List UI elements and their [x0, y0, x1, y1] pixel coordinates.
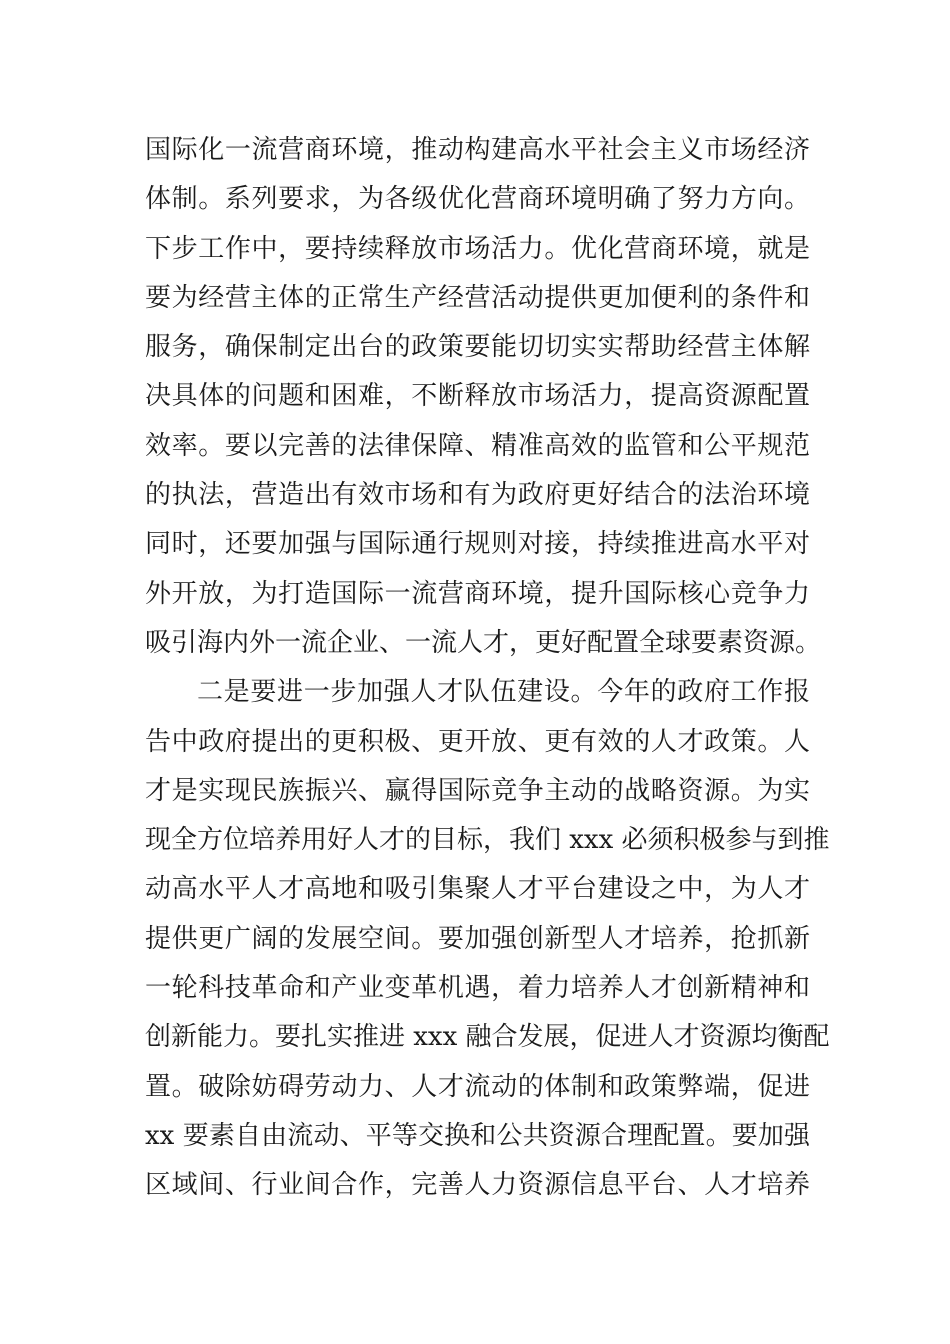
text-line: 的执法，营造出有效市场和有为政府更好结合的法治环境 — [145, 480, 810, 511]
paragraph-first-line: 二是要进一步加强人才队伍建设。今年的政府工作报 — [197, 677, 810, 708]
text-line: 要为经营主体的正常生产经营活动提供更加便利的条件和 — [145, 282, 810, 313]
text-line: 置。破除妨碍劳动力、人才流动的体制和政策弊端，促进 — [145, 1071, 810, 1102]
text-line: 动高水平人才高地和吸引集聚人才平台建设之中，为人才 — [145, 874, 810, 905]
text-line: 服务，确保制定出台的政策要能切切实实帮助经营主体解 — [145, 332, 810, 363]
text-line: 国际化一流营商环境，推动构建高水平社会主义市场经济 — [145, 135, 810, 165]
body-text — [145, 126, 830, 1211]
text-line: 告中政府提出的更积极、更开放、更有效的人才政策。人 — [145, 726, 810, 757]
text-line: 现全方位培养用好人才的目标，我们 xxx 必须积极参与到推 — [145, 825, 830, 856]
text-line: 效率。要以完善的法律保障、精准高效的监管和公平规范 — [145, 430, 810, 461]
text-line: 外开放，为打造国际一流营商环境，提升国际核心竞争力 — [145, 578, 810, 609]
text-line: 区域间、行业间合作，完善人力资源信息平台、人才培养 — [145, 1170, 810, 1201]
text-line: 才是实现民族振兴、赢得国际竞争主动的战略资源。为实 — [145, 775, 810, 806]
text-line: 下步工作中，要持续释放市场活力。优化营商环境，就是 — [145, 233, 810, 264]
text-line: 一轮科技革命和产业变革机遇，着力培养人才创新精神和 — [145, 973, 810, 1004]
text-line: 决具体的问题和困难，不断释放市场活力，提高资源配置 — [145, 381, 810, 412]
text-line: 体制。系列要求，为各级优化营商环境明确了努力方向。 — [145, 184, 810, 215]
text-line: xx 要素自由流动、平等交换和公共资源合理配置。要加强 — [145, 1120, 810, 1151]
text-line: 提供更广阔的发展空间。要加强创新型人才培养，抢抓新 — [145, 923, 810, 954]
text-line: 创新能力。要扎实推进 xxx 融合发展，促进人才资源均衡配 — [145, 1022, 830, 1053]
paragraph-end-line: 吸引海内外一流企业、一流人才，更好配置全球要素资源。 — [145, 627, 822, 658]
text-line: 同时，还要加强与国际通行规则对接，持续推进高水平对 — [145, 529, 810, 560]
